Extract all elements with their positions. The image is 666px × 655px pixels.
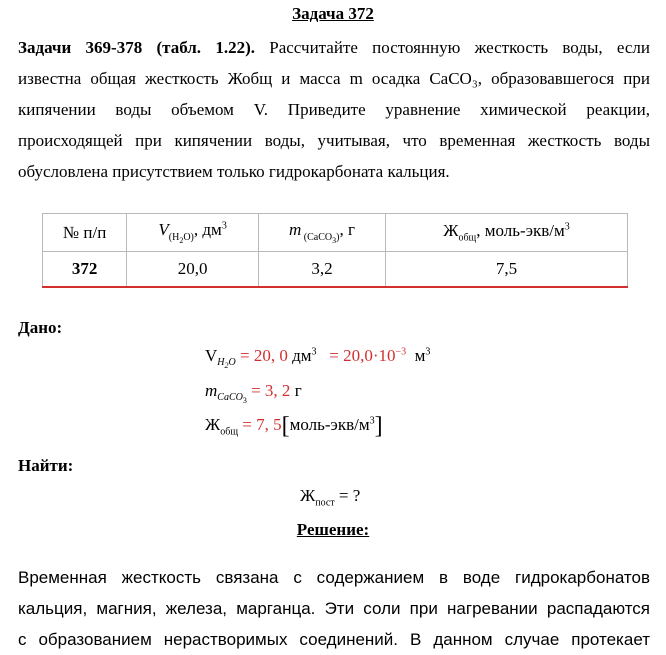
cell-hardness: 7,5 [386,252,628,288]
given-volume-conversion: = $20,0\cdot 10^{-3}$ [329,346,407,365]
table-row [43,252,628,288]
problem-title: Задача 372 [292,4,374,23]
table-header-row [43,214,628,252]
statement-line-1-text: Рассчитайте постоянную жесткость воды, если [269,38,650,57]
given-volume-unit: дм [292,346,312,365]
find-label: Найти: [18,456,74,475]
solution-line-1: Временная жесткость связана с содержанием в воде гидрокарбонатов [18,568,650,587]
given-volume-unit-si: м [414,346,426,365]
given-mass-value: = 3, 2 [251,381,291,400]
header-hardness: $Ж_{общ}$, моль-$экв/м^3$ [386,214,628,252]
header-number: № п/п [43,214,127,252]
given-volume-value: = 20, 0 [240,346,288,365]
given-hardness-value: = 7, 5 [242,415,282,434]
solution-line-2: кальция, магния, железа, марганца. Эти соли при нагревании распадаются [18,599,650,618]
given-hardness-unit: моль-экв/м [289,415,370,434]
header-mass: m $_{(CaCO_3)}$, г [258,214,385,252]
solution-text [18,562,650,655]
given-mass: $m_{CaCO_3} = 3$, 2 г [205,381,302,406]
statement-line-2: известна общая жесткость Жобщ и масса m осадка CaCO₃, образовавшегося при [18,69,650,88]
solution-line-3: с образованием нерастворимых соединений. В данном случае протекает [18,630,650,649]
cell-volume: 20,0 [127,252,259,288]
solution-heading: Решение: [296,520,370,539]
find-expression-value: = ? [338,486,361,505]
given-hardness: $Ж_{общ} = 7$, $5[моль-экв/м^3]$ [205,413,383,439]
find-expression: $Ж_{пост}$ = ? [300,486,361,509]
statement-line-4: происходящей при кипячении воды, учитывая, что временная жесткость воды [18,131,650,150]
statement-lead: Задачи 369-378 (табл. 1.22). [18,38,255,57]
statement-line-3: кипячении воды объемом V. Приведите уравнение химической реакции, [18,100,650,119]
statement-line-5: обусловлена присутствием только гидрокарбоната кальция. [18,162,450,181]
given-volume: $V_{H_2O} = 20$, 0 $дм^3$ = $20,0\cdot 10^{-3}$ $м^3$ [205,346,431,371]
statement-line-1 [18,32,650,63]
cell-number: 372 [43,252,127,288]
problem-statement [18,32,650,187]
data-table [42,213,628,288]
header-volume: $V_{(H_2O)}$, $дм^3$ [127,214,259,252]
given-mass-unit: г [294,381,302,400]
given-label: Дано: [18,318,63,337]
cell-mass: 3,2 [258,252,385,288]
